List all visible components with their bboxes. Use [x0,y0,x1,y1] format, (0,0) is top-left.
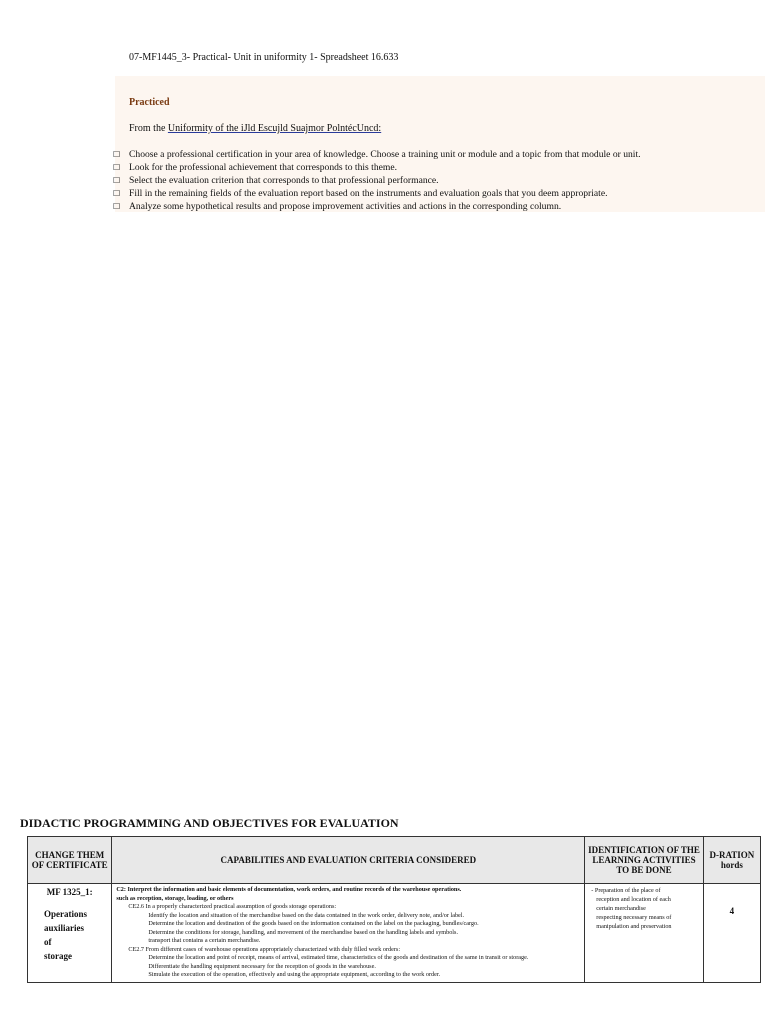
capability-text: such as reception, storage, loading, or others [116,894,234,902]
instruction-text: Choose a professional certification in your area of knowledge. Choose a training unit or module and a topic from that module or unit. [129,149,641,160]
criterion-line: Determine the location and destination of the goods based on the information contained on the label on the packaging, bundles/cargo. [148,920,479,927]
bullet-icon: ☐ [113,176,121,185]
instruction-item [113,161,641,174]
module-cell [28,884,112,983]
bullet-icon: ☐ [113,163,121,172]
header-duration-unit: hords [720,860,743,870]
criteria-cell [112,884,585,983]
instruction-text: Select the evaluation criterion that corresponds to that professional performance. [129,175,439,186]
header-duration [703,837,760,884]
criterion-line: CE2.6 In a properly characterized practical assumption of goods storage operations: [128,903,337,910]
module-desc-line: Operations [44,909,88,919]
bullet-icon: ☐ [113,202,121,211]
header-activities: IDENTIFICATION OF THE LEARNING ACTIVITIES TO BE DONE [585,837,703,884]
source-link[interactable]: Uniformity of the iJld Escujld Suajmor PolntécUncd: [167,123,382,134]
criterion-line: CE2.7 From different cases of warehouse operations appropriately characterized with duly filled work orders: [128,945,401,953]
instruction-text: Look for the professional achievement that corresponds to this theme. [129,162,398,173]
criterion-line: Determine the conditions for storage, handling, and movement of the merchandise based on the handling labels and symbols. [148,928,458,936]
header-capabilities: CAPABILITIES AND EVALUATION CRITERIA CONSIDERED [112,837,585,884]
criterion-line: transport that contains a certain merchandise. [148,937,261,944]
bullet-icon: ☐ [113,189,121,198]
instruction-item [113,200,641,213]
module-desc-line: storage [44,951,72,961]
table-header-row [28,837,761,884]
activity-line: - Preparation of the place of [591,887,661,894]
activities-cell [585,884,703,983]
module-code: MF 1325_1: [46,887,93,897]
capability-text: C2: Interpret the information and basic elements of documentation, work orders, and routine records of the warehouse operations. [116,886,462,893]
activity-line: respecting necessary means of [596,914,672,921]
criterion-line: Simulate the execution of the operation, effectively and using the appropriate equipment, according to the work order. [148,971,441,978]
criterion-line: Differentiate the handling equipment necessary for the reception of goods in the warehouse. [148,962,376,970]
instruction-item [113,148,641,161]
activity-line: reception and location of each [596,896,671,903]
criterion-line: Identify the location and situation of the merchandise based on the data contained in the work order, delivery note, and/or label. [148,911,465,919]
instruction-text: Analyze some hypothetical results and propose improvement activities and actions in the corresponding column. [129,201,562,212]
module-desc-line: auxiliaries [44,923,84,933]
source-line [129,123,381,134]
instruction-item [113,187,641,200]
bullet-icon: ☐ [113,150,121,159]
programming-table [27,836,761,983]
section-heading-practiced: Practiced [129,97,170,108]
activity-line: certain merchandise [596,905,646,912]
header-duration-label: D-RATION [709,850,755,860]
duration-cell: 4 [703,884,760,983]
table-row [28,884,761,983]
programming-title: DIDACTIC PROGRAMMING AND OBJECTIVES FOR EVALUATION [20,816,399,830]
header-certificate: CHANGE THEM OF CERTIFICATE [28,837,112,884]
instruction-text: Fill in the remaining fields of the evaluation report based on the instruments and evaluation goals that you deem appropriate. [129,188,608,199]
activity-line: manipulation and preservation [596,923,672,930]
instructions-list [113,148,641,213]
source-prefix: From the [129,123,168,134]
criterion-line: Determine the location and point of receipt, means of arrival, estimated time, characteristics of the goods and destination of the same in transit or storage. [148,954,529,961]
instruction-item [113,174,641,187]
module-desc-line: of [44,937,52,947]
document-id: 07-MF1445_3- Practical- Unit in uniformity 1- Spreadsheet 16.633 [129,52,399,63]
